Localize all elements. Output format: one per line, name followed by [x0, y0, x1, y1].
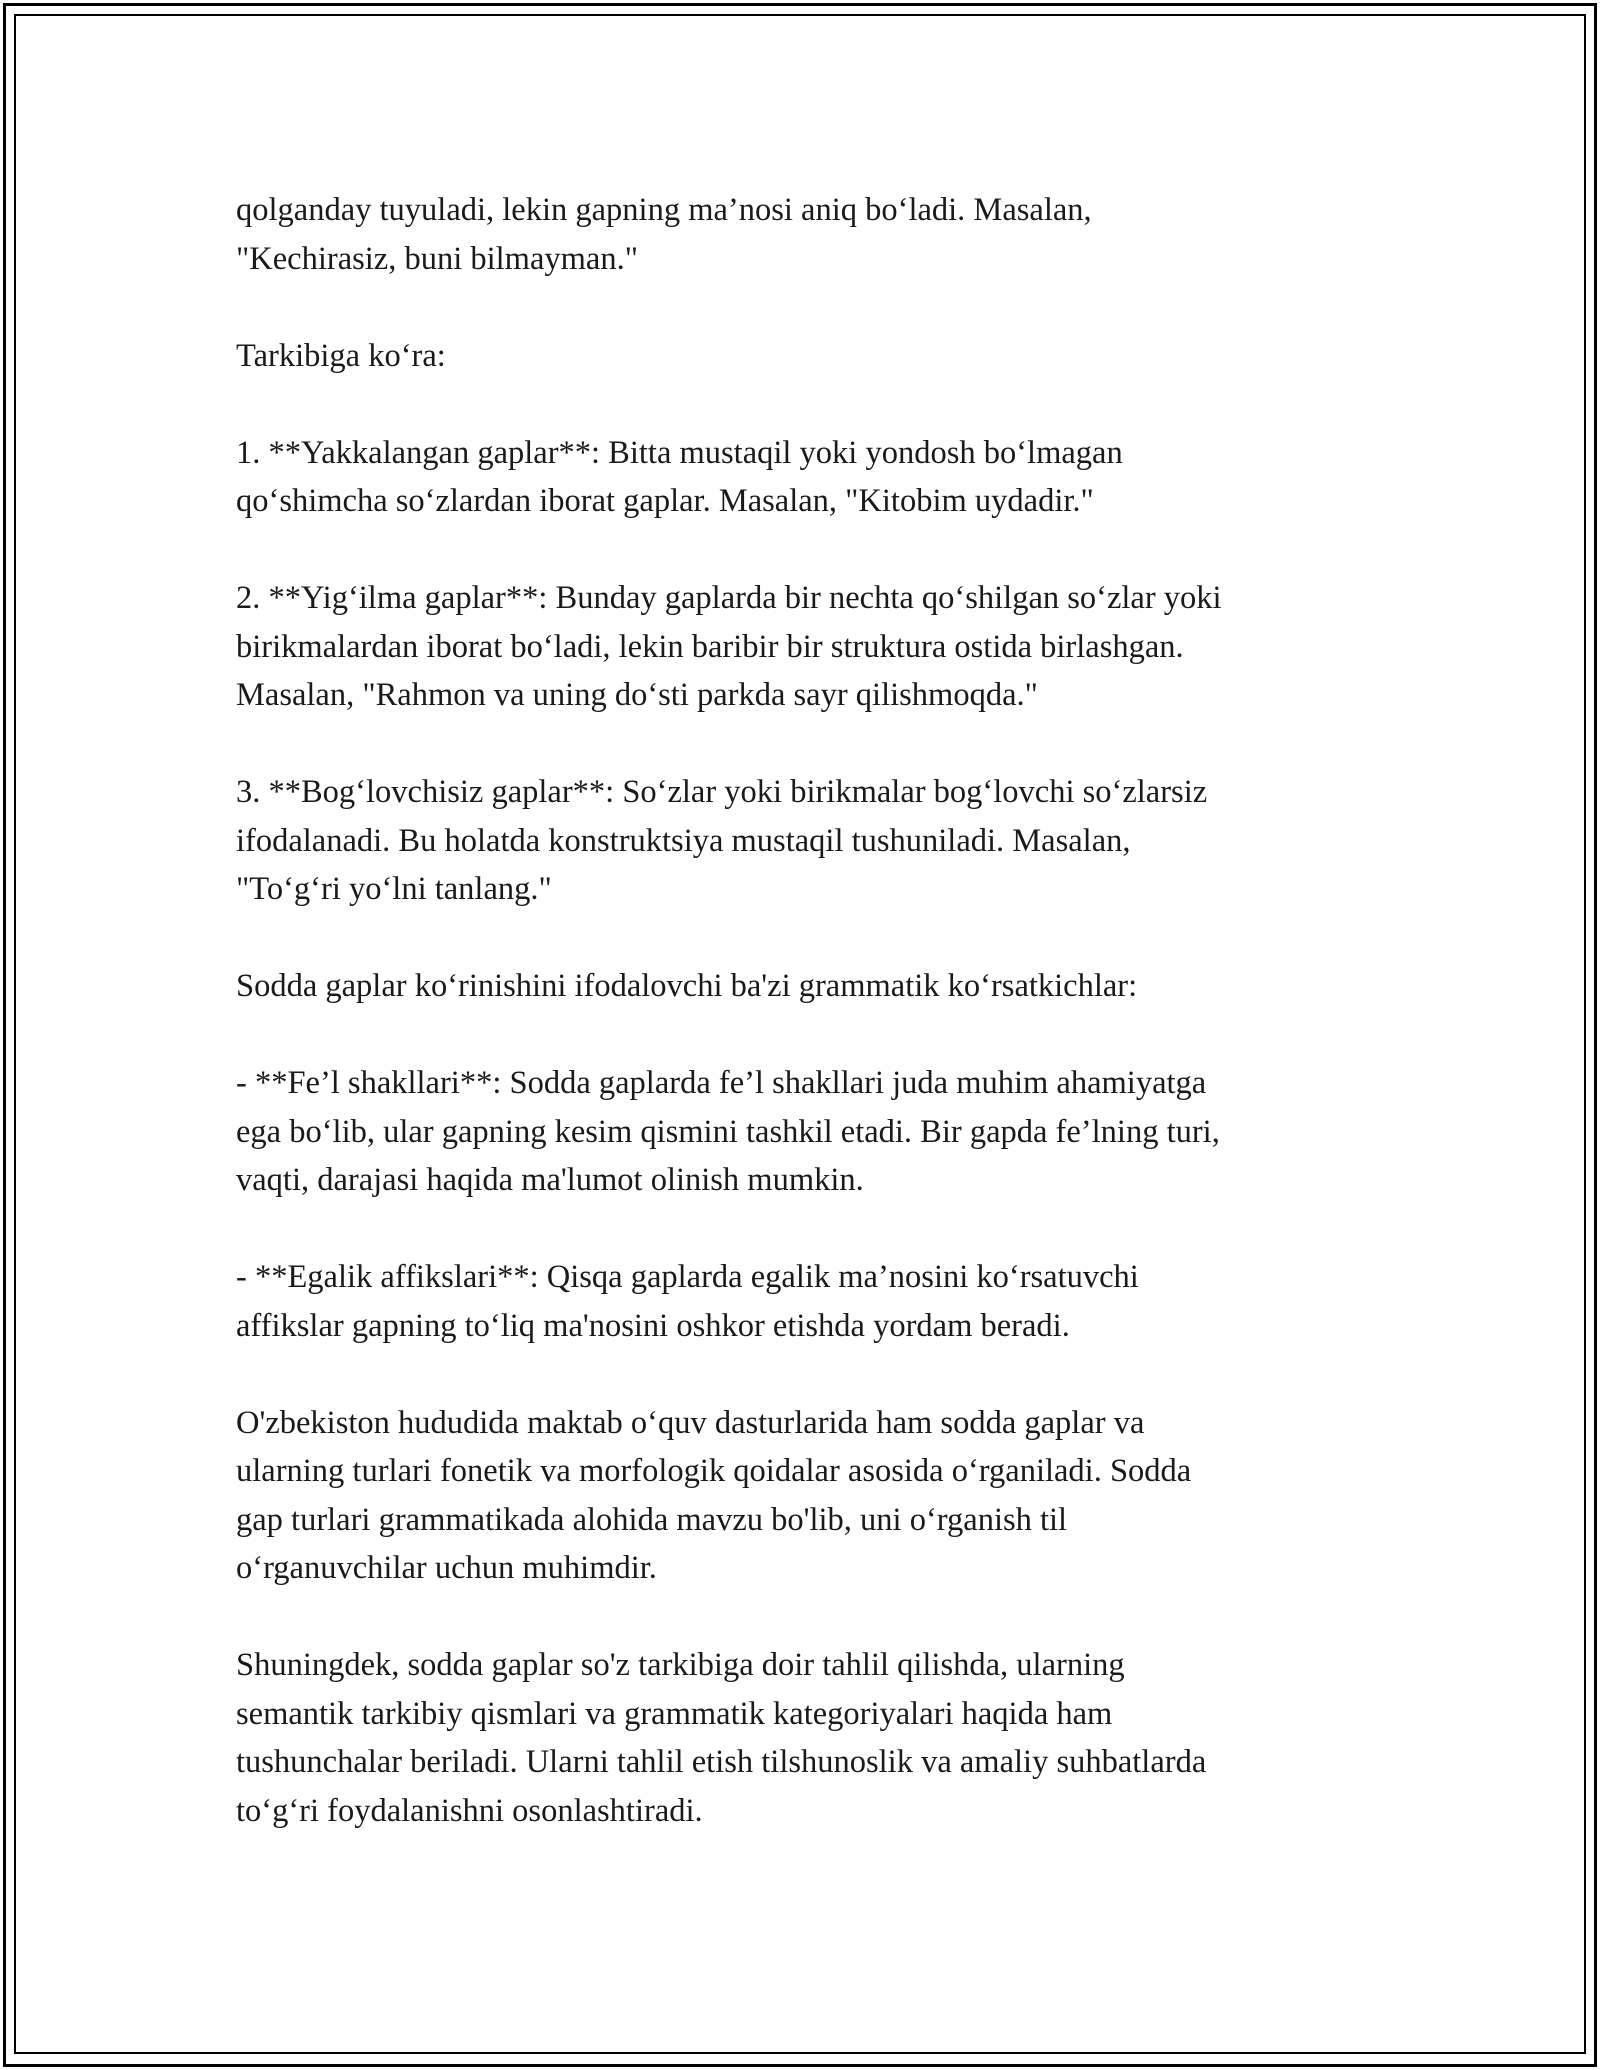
- text-line: qolganday tuyuladi, lekin gapning ma’nosi aniq bo‘ladi. Masalan,: [236, 192, 1092, 228]
- text-line: to‘g‘ri foydalanishni osonlashtiradi.: [236, 1792, 703, 1829]
- paragraph-spacer: [236, 1593, 1376, 1642]
- paragraph-spacer: [236, 283, 1376, 332]
- paragraph: [236, 1641, 1376, 1835]
- paragraph-spacer: [236, 526, 1376, 575]
- text-line: O'zbekiston hududida maktab o‘quv dasturlarida ham sodda gaplar va: [236, 1404, 1145, 1441]
- text-line: ularning turlari fonetik va morfologik qoidalar asosida o‘rganiladi. Sodda: [236, 1453, 1192, 1489]
- text-line: ega bo‘lib, ular gapning kesim qismini tashkil etadi. Bir gapda fe’lning turi,: [236, 1113, 1220, 1150]
- text-line: qo‘shimcha so‘zlardan iborat gaplar. Masalan, "Kitobim uydadir.": [236, 483, 1094, 519]
- text-line: vaqti, darajasi haqida ma'lumot olinish mumkin.: [236, 1162, 864, 1198]
- paragraph: [236, 1399, 1376, 1593]
- paragraph: [236, 429, 1376, 526]
- paragraph-spacer: [236, 720, 1376, 769]
- paragraph-spacer: [236, 1205, 1376, 1254]
- text-line: semantik tarkibiy qismlari va grammatik kategoriyalari haqida ham: [236, 1695, 1113, 1732]
- document-body: [236, 186, 1376, 1835]
- paragraph: [236, 962, 1376, 1011]
- text-line: 3. **Bog‘lovchisiz gaplar**: So‘zlar yoki birikmalar bog‘lovchi so‘zlarsiz: [236, 774, 1208, 810]
- text-line: Masalan, "Rahmon va uning do‘sti parkda sayr qilishmoqda.": [236, 677, 1038, 713]
- text-line: 2. **Yig‘ilma gaplar**: Bunday gaplarda bir nechta qo‘shilgan so‘zlar yoki: [236, 580, 1222, 616]
- paragraph-spacer: [236, 1350, 1376, 1399]
- text-line: - **Egalik affikslari**: Qisqa gaplarda egalik ma’nosini ko‘rsatuvchi: [236, 1259, 1139, 1295]
- text-line: "To‘g‘ri yo‘lni tanlang.": [236, 871, 552, 907]
- text-line: affikslar gapning to‘liq ma'nosini oshkor etishda yordam beradi.: [236, 1307, 1070, 1344]
- text-line: ifodalanadi. Bu holatda konstruktsiya mustaqil tushuniladi. Masalan,: [236, 822, 1131, 859]
- paragraph: [236, 1253, 1376, 1350]
- paragraph-spacer: [236, 1011, 1376, 1060]
- text-line: gap turlari grammatikada alohida mavzu bo'lib, uni o‘rganish til: [236, 1501, 1068, 1538]
- paragraph-spacer: [236, 380, 1376, 429]
- paragraph: [236, 1059, 1376, 1205]
- paragraph: [236, 332, 1376, 381]
- text-line: Shuningdek, sodda gaplar so'z tarkibiga doir tahlil qilishda, ularning: [236, 1647, 1125, 1683]
- text-line: 1. **Yakkalangan gaplar**: Bitta mustaqil yoki yondosh bo‘lmagan: [236, 434, 1123, 471]
- text-line: "Kechirasiz, buni bilmayman.": [236, 240, 638, 277]
- text-line: tushunchalar beriladi. Ularni tahlil etish tilshunoslik va amaliy suhbatlarda: [236, 1744, 1207, 1780]
- text-line: birikmalardan iborat bo‘ladi, lekin baribir bir struktura ostida birlashgan.: [236, 628, 1184, 665]
- paragraph: [236, 574, 1376, 720]
- paragraph: [236, 768, 1376, 914]
- text-line: o‘rganuvchilar uchun muhimdir.: [236, 1550, 657, 1586]
- text-line: Sodda gaplar ko‘rinishini ifodalovchi ba'zi grammatik ko‘rsatkichlar:: [236, 968, 1138, 1004]
- paragraph-spacer: [236, 914, 1376, 963]
- text-line: - **Fe’l shakllari**: Sodda gaplarda fe’l shakllari juda muhim ahamiyatga: [236, 1065, 1207, 1101]
- paragraph: [236, 186, 1376, 283]
- text-line: Tarkibiga ko‘ra:: [236, 337, 446, 374]
